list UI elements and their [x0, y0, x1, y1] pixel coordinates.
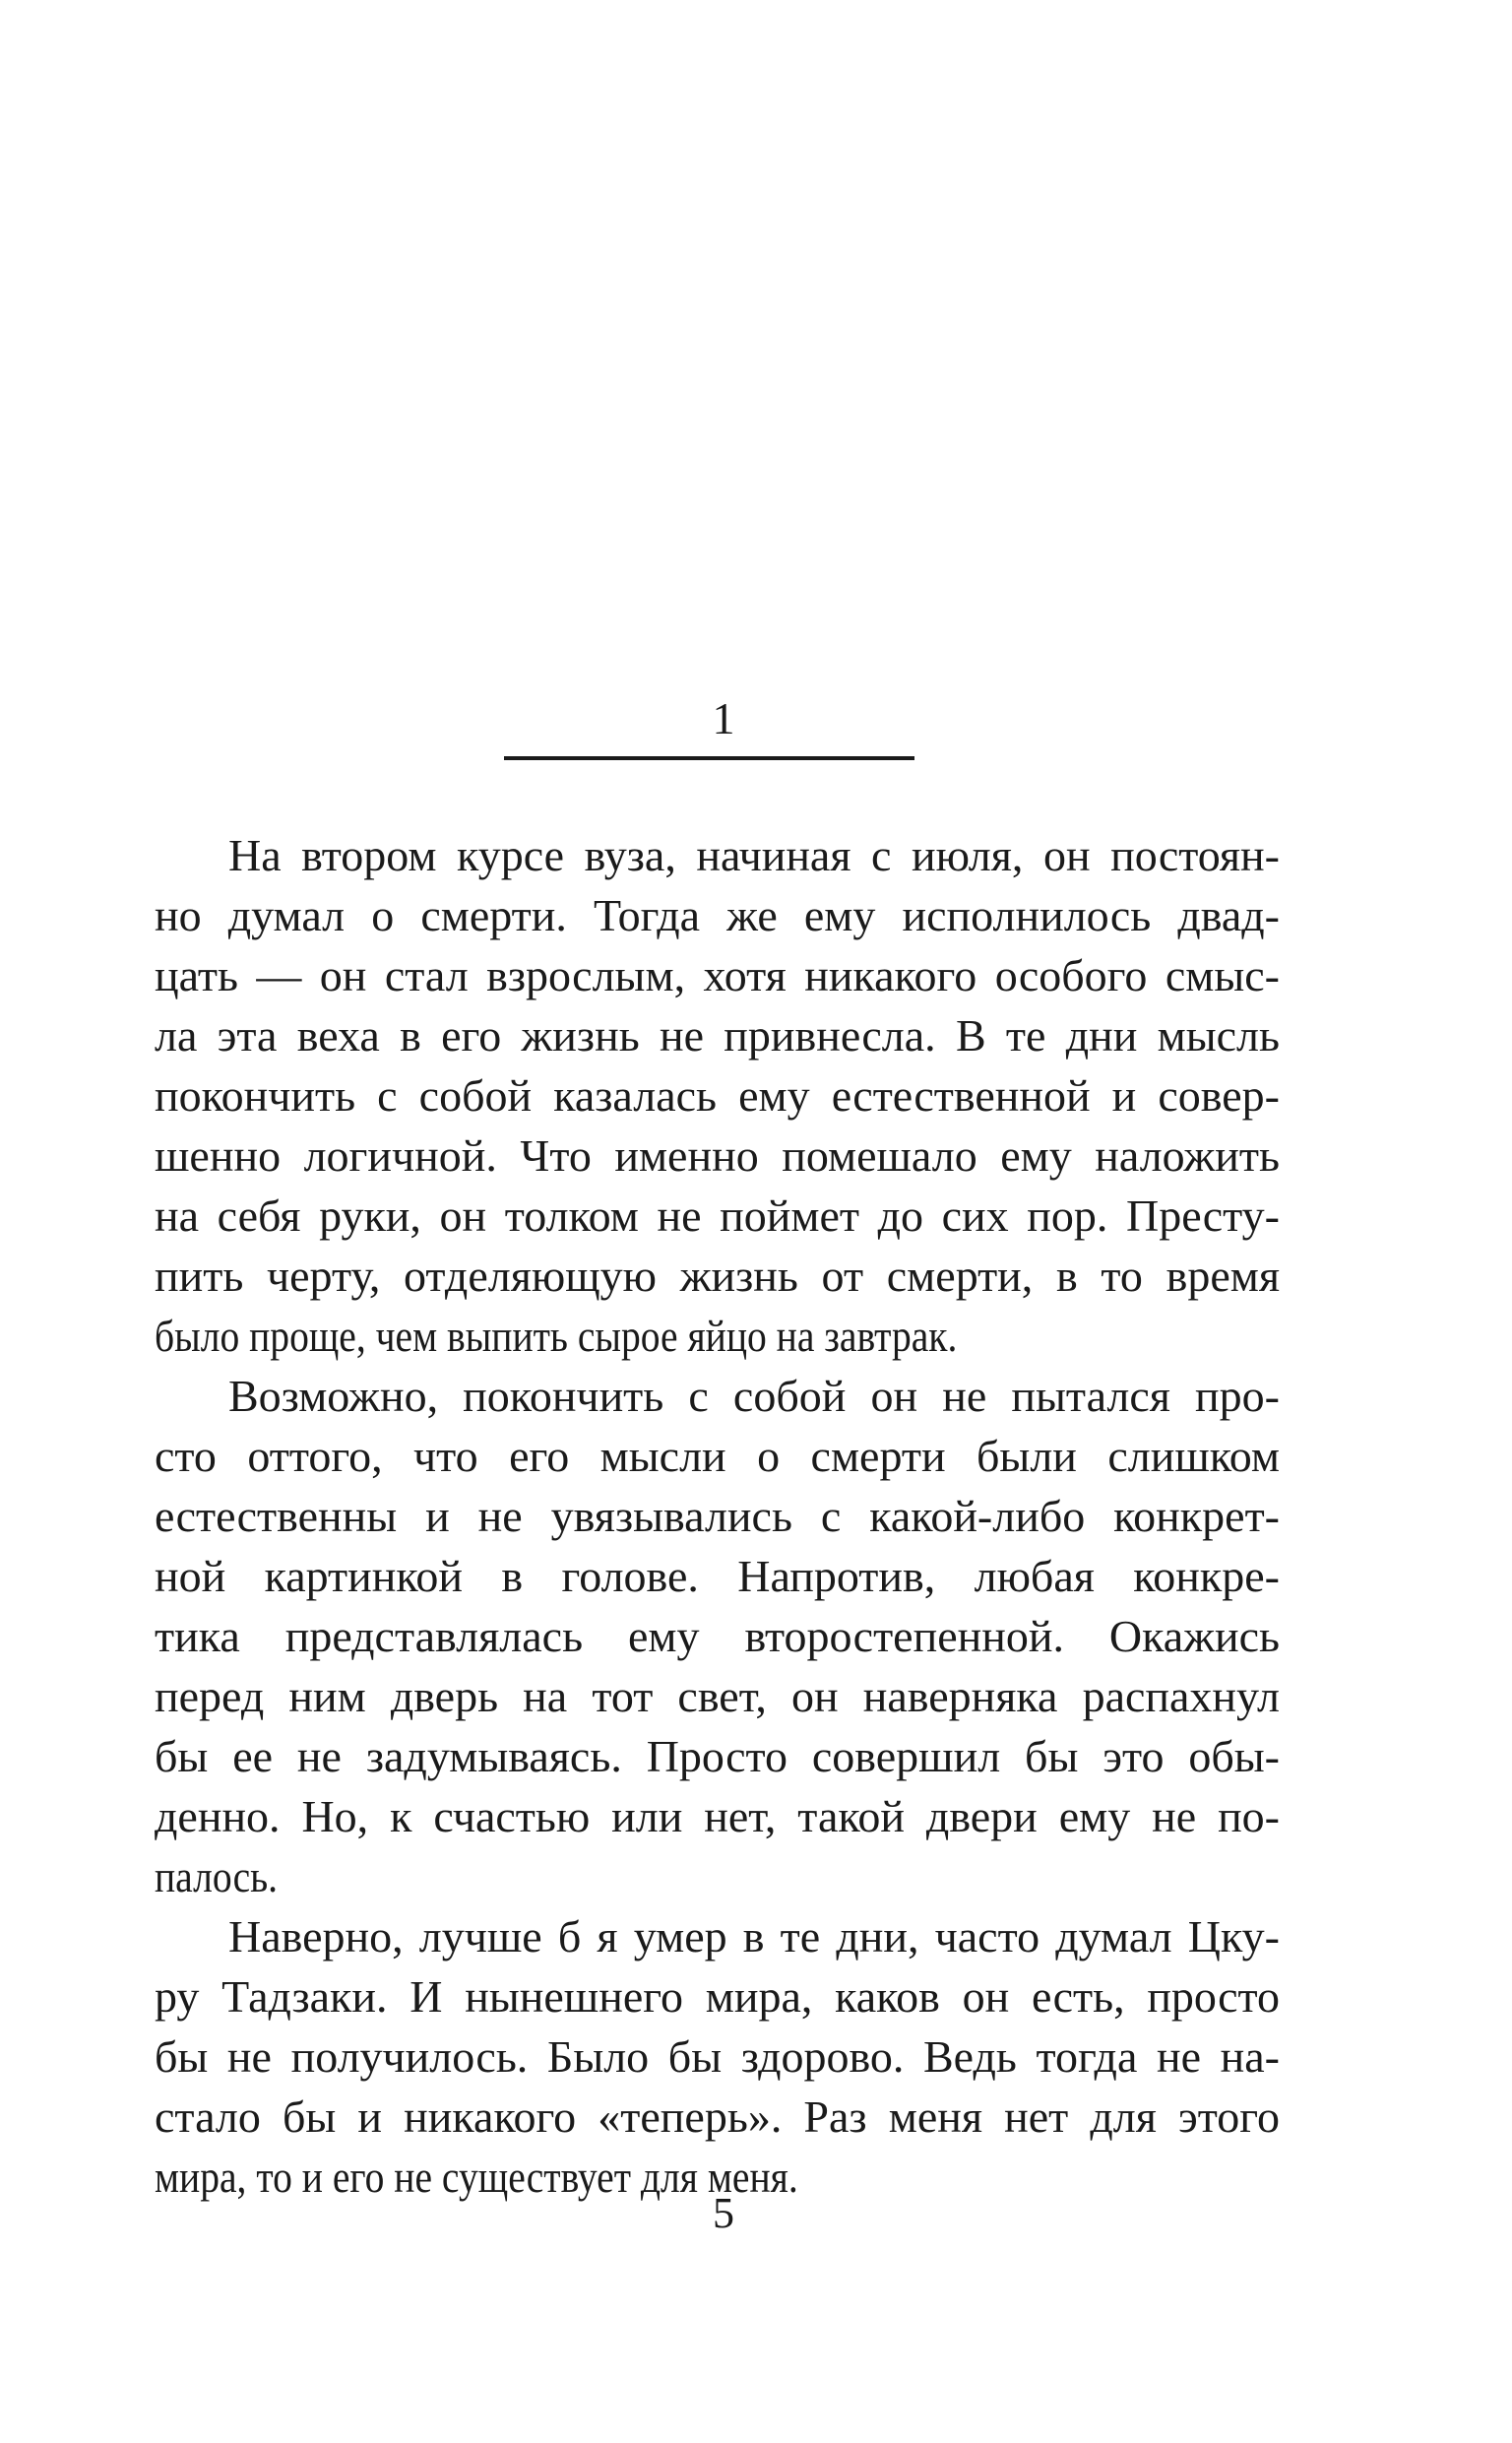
text-line: было проще, чем выпить сырое яйцо на завтрак. — [155, 1311, 958, 1361]
text-line: бы не получилось. Было бы здорово. Ведь тогда не на- — [155, 2031, 1280, 2082]
text-line: сто оттого, что его мысли о смерти были слишком — [155, 1431, 1280, 1481]
text-line: пить черту, отделяющую жизнь от смерти, в то время — [155, 1251, 1280, 1301]
chapter-rule — [504, 756, 914, 760]
text-line: покончить с собой казалась ему естественной и совер- — [155, 1070, 1280, 1121]
text-line: но думал о смерти. Тогда же ему исполнилось двад- — [155, 890, 1280, 940]
text-line: цать — он стал взрослым, хотя никакого особого смыс- — [155, 950, 1280, 1000]
text-line: палось. — [155, 1851, 279, 1901]
text-line: перед ним дверь на тот свет, он наверняка распахнул — [155, 1671, 1280, 1721]
text-line: Возможно, покончить с собой он не пытался про- — [228, 1371, 1280, 1421]
text-line: шенно логичной. Что именно помешало ему наложить — [155, 1130, 1280, 1181]
text-line: тика представлялась ему второстепенной. Окажись — [155, 1611, 1280, 1661]
text-line: На втором курсе вуза, начиная с июля, он постоян- — [228, 830, 1280, 880]
text-line: Наверно, лучше б я умер в те дни, часто думал Цку- — [228, 1911, 1280, 1961]
text-line: ной картинкой в голове. Напротив, любая конкре- — [155, 1551, 1280, 1601]
text-line: ла эта веха в его жизнь не привнесла. В те дни мысль — [155, 1010, 1280, 1061]
text-line: мира, то и его не существует для меня. — [155, 2152, 798, 2202]
page-number: 5 — [713, 2189, 734, 2237]
text-line: естественны и не увязывались с какой-либо конкрет- — [155, 1491, 1280, 1541]
text-line: денно. Но, к счастью или нет, такой двери ему не по- — [155, 1791, 1280, 1841]
text-line: ру Тадзаки. И нынешнего мира, каков он есть, просто — [155, 1971, 1280, 2022]
chapter-number: 1 — [712, 693, 735, 743]
text-line: стало бы и никакого «теперь». Раз меня нет для этого — [155, 2091, 1280, 2142]
body-text — [155, 825, 1280, 2207]
paragraph-1 — [155, 825, 1280, 1366]
paragraph-3 — [155, 1906, 1280, 2207]
text-line: бы ее не задумываясь. Просто совершил бы это обы- — [155, 1731, 1280, 1781]
paragraph-2 — [155, 1366, 1280, 1906]
text-line: на себя руки, он толком не поймет до сих пор. Престу- — [155, 1190, 1280, 1241]
